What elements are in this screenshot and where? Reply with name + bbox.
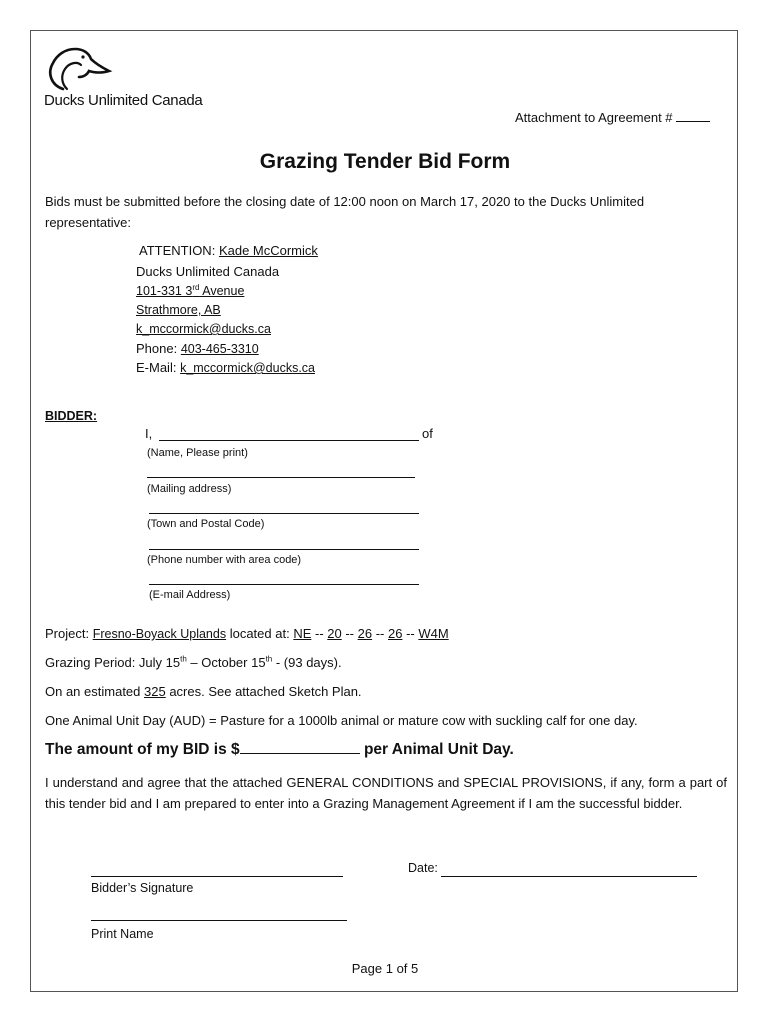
page-number: Page 1 of 5 bbox=[351, 961, 419, 976]
bid-amount-field[interactable] bbox=[240, 753, 360, 754]
grazing-prefix: Grazing Period: July 15 bbox=[45, 655, 181, 670]
acres-prefix: On an estimated bbox=[45, 684, 144, 699]
date-label: Date: bbox=[408, 861, 438, 875]
project-meridian: W4M bbox=[418, 626, 449, 641]
name-hint: (Name, Please print) bbox=[147, 447, 248, 459]
signature-field[interactable] bbox=[91, 876, 343, 877]
bidder-i-label: I, bbox=[145, 426, 153, 441]
page-title: Grazing Tender Bid Form bbox=[259, 150, 511, 173]
mailing-hint: (Mailing address) bbox=[147, 483, 232, 495]
email-hint: (E-mail Address) bbox=[149, 589, 231, 601]
address-line bbox=[136, 284, 244, 298]
grazing-sup-2: th bbox=[265, 654, 273, 664]
bidder-name-field[interactable] bbox=[159, 440, 419, 441]
attachment-label bbox=[515, 110, 710, 125]
acres-suffix: acres. See attached Sketch Plan. bbox=[165, 684, 362, 699]
project-sep-2: -- bbox=[341, 626, 358, 641]
project-section: 20 bbox=[327, 626, 342, 641]
email-prefix: E-Mail: bbox=[136, 360, 181, 375]
grazing-period-line bbox=[45, 655, 342, 670]
phone-field[interactable] bbox=[149, 549, 419, 550]
project-sep-4: -- bbox=[402, 626, 419, 641]
project-range: 26 bbox=[387, 626, 403, 641]
ducks-unlimited-logo-icon bbox=[45, 45, 115, 91]
phone-hint: (Phone number with area code) bbox=[147, 554, 302, 566]
agreement-number-blank[interactable] bbox=[676, 121, 710, 122]
attention-name: Kade McCormick bbox=[218, 243, 318, 258]
date-field[interactable] bbox=[441, 876, 697, 877]
city-line: Strathmore, AB bbox=[136, 303, 221, 317]
project-prefix: Project: bbox=[45, 626, 93, 641]
project-sep-3: -- bbox=[372, 626, 388, 641]
bid-suffix: per Animal Unit Day. bbox=[359, 741, 514, 758]
aud-definition: One Animal Unit Day (AUD) = Pasture for a 1000lb animal or mature cow with suckling calf for one day. bbox=[45, 713, 638, 728]
acres-line bbox=[45, 684, 362, 699]
mailing-address-field[interactable] bbox=[147, 477, 415, 478]
org-name: Ducks Unlimited Canada bbox=[136, 264, 280, 279]
phone-prefix: Phone: bbox=[136, 341, 181, 356]
phone-line bbox=[136, 341, 259, 356]
town-hint: (Town and Postal Code) bbox=[147, 518, 265, 530]
attention-prefix: ATTENTION: bbox=[139, 243, 219, 258]
project-located: located at: bbox=[226, 626, 294, 641]
logo-wordmark: Ducks Unlimited Canada bbox=[44, 92, 203, 109]
project-name: Fresno-Boyack Uplands bbox=[92, 627, 227, 641]
grazing-sup-1: th bbox=[180, 654, 187, 664]
print-name-label: Print Name bbox=[91, 927, 154, 941]
email-line bbox=[136, 360, 315, 375]
project-quarter: NE bbox=[293, 626, 312, 641]
town-postal-field[interactable] bbox=[149, 513, 419, 514]
bidder-heading: BIDDER: bbox=[45, 409, 98, 423]
bidder-of-label: of bbox=[422, 426, 433, 441]
address-sup: rd bbox=[192, 282, 200, 292]
attention-line bbox=[139, 243, 318, 258]
print-name-field[interactable] bbox=[91, 920, 347, 921]
address-number: 101-331 3 bbox=[136, 284, 193, 298]
email-field[interactable] bbox=[149, 584, 419, 585]
intro-text: Bids must be submitted before the closing date of 12:00 noon on March 17, 2020 to the Ducks Unlimited representative: bbox=[45, 194, 645, 230]
address-street: Avenue bbox=[199, 284, 245, 298]
phone-number[interactable]: 403-465-3310 bbox=[180, 342, 259, 356]
project-township: 26 bbox=[357, 626, 373, 641]
email-link[interactable]: k_mccormick@ducks.ca bbox=[180, 361, 315, 375]
agreement-text: I understand and agree that the attached GENERAL CONDITIONS and SPECIAL PROVISIONS, if any, form a part of this tender bid and I am prepared to enter into a Grazing Management Agreement if I am the successful bidder. bbox=[45, 775, 727, 811]
attachment-text: Attachment to Agreement # bbox=[515, 110, 673, 125]
acres-value: 325 bbox=[144, 684, 166, 699]
bid-prefix: The amount of my BID is $ bbox=[45, 741, 240, 758]
bid-amount-line bbox=[45, 741, 514, 759]
project-line bbox=[45, 626, 449, 641]
signature-label: Bidder’s Signature bbox=[91, 881, 194, 895]
project-sep-1: -- bbox=[311, 626, 328, 641]
grazing-suffix: - (93 days). bbox=[272, 655, 342, 670]
document-page bbox=[30, 30, 738, 992]
email-link-top[interactable]: k_mccormick@ducks.ca bbox=[136, 322, 271, 336]
grazing-mid: – October 15 bbox=[186, 655, 266, 670]
